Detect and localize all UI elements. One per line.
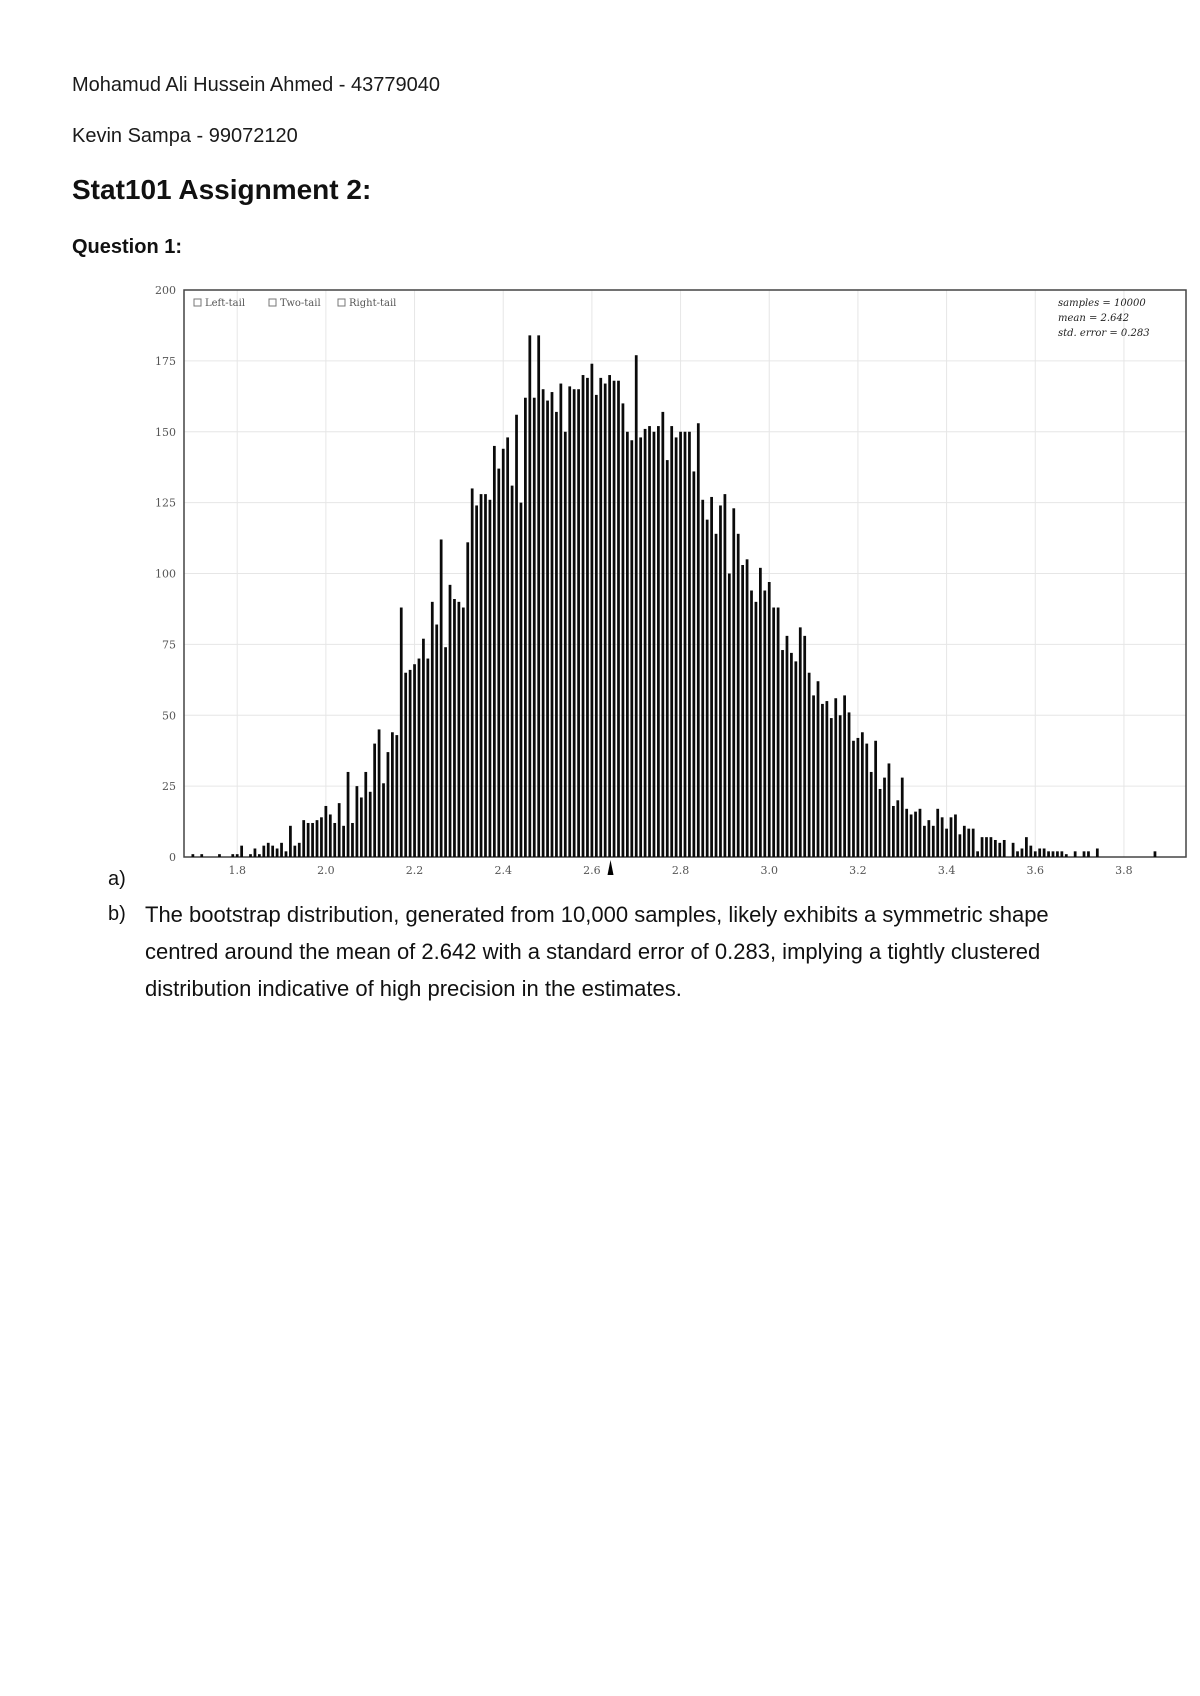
histogram-bar [240,846,243,857]
histogram-bar [546,401,549,857]
part-a-label: a) [108,868,126,890]
histogram-bar [316,820,319,857]
histogram-bar [542,389,545,857]
histogram-bar [896,800,899,857]
histogram-bar [564,432,567,857]
histogram-bar [959,834,962,857]
histogram-bar [1087,851,1090,857]
histogram-bar [267,843,270,857]
histogram-bar [444,647,447,857]
stats-line: samples = 10000 [1058,298,1146,309]
stats-line: mean = 2.642 [1058,313,1130,324]
histogram-bar [262,846,265,857]
histogram-bar [236,854,239,857]
histogram-bar [1034,851,1037,857]
histogram-bar [644,429,647,857]
histogram-bar [848,712,851,857]
histogram-bar [990,837,993,857]
histogram-bar [1056,851,1059,857]
histogram-bar [533,398,536,857]
histogram-bar [670,426,673,857]
histogram-bar [941,817,944,857]
histogram-bar [458,602,461,857]
histogram-bar [972,829,975,857]
histogram-bar [794,661,797,857]
histogram-bar [1038,848,1041,857]
histogram-bar [967,829,970,857]
histogram-bar [746,559,749,857]
histogram-bar [480,494,483,857]
histogram-bar [289,826,292,857]
histogram-bar [489,500,492,857]
histogram-bar [803,636,806,857]
histogram-bar [790,653,793,857]
histogram-bar [360,797,363,857]
histogram-bar [422,639,425,857]
histogram-bar [555,412,558,857]
histogram-bar [524,398,527,857]
histogram-bar [391,732,394,857]
legend [194,298,396,309]
page-title: Stat101 Assignment 2: [72,174,372,205]
histogram-bar [484,494,487,857]
histogram-bar [515,415,518,857]
histogram-bar [582,375,585,857]
x-tick-label: 1.8 [228,864,246,877]
legend-checkbox [338,299,345,306]
histogram-bar [1012,843,1015,857]
histogram-bar [923,826,926,857]
histogram-bar [834,698,837,857]
histogram-bar [577,389,580,857]
histogram-bar [874,741,877,857]
histogram-bar [551,392,554,857]
histogram-bar [684,432,687,857]
histogram-bar [617,381,620,857]
author-line-2: Kevin Sampa - 99072120 [72,125,298,147]
histogram-bar [329,814,332,857]
histogram-bar [626,432,629,857]
histogram-bar [254,848,257,857]
histogram-bar [826,701,829,857]
y-axis [155,286,176,864]
histogram-bar [1003,840,1006,857]
histogram-bar [528,335,531,857]
histogram-bar [817,681,820,857]
histogram-bar [857,738,860,857]
histogram-bar [520,503,523,857]
histogram-bar [502,449,505,857]
legend-label: Two-tail [280,298,321,309]
histogram-bar [249,854,252,857]
y-tick-label: 200 [155,286,176,297]
histogram-bar [777,608,780,857]
histogram-bar [1043,848,1046,857]
histogram-bar [919,809,922,857]
histogram-bar [910,814,913,857]
histogram-bar [706,520,709,857]
histogram-bar [493,446,496,857]
histogram-bar [364,772,367,857]
histogram-bar [307,823,310,857]
y-tick-label: 25 [162,780,176,794]
histogram-bar [298,843,301,857]
histogram-bar [750,591,753,857]
histogram-bar [293,846,296,857]
x-tick-label: 2.6 [583,864,601,877]
x-tick-label: 2.8 [671,864,690,877]
y-tick-label: 0 [169,851,176,864]
legend-checkbox [194,299,201,306]
histogram-bar [830,718,833,857]
histogram-bar [1060,851,1063,857]
histogram-bar [781,650,784,857]
bootstrap-histogram [150,286,1190,886]
x-tick-label: 3.0 [760,864,778,877]
histogram-bar [724,494,727,857]
histogram-bar [927,820,930,857]
histogram-bar [945,829,948,857]
x-tick-label: 3.2 [849,864,867,877]
x-tick-label: 2.0 [317,864,335,877]
histogram-bar [302,820,305,857]
x-tick-label: 3.8 [1115,864,1133,877]
histogram-bar [732,508,735,857]
histogram-bar [879,789,882,857]
histogram-bar [998,843,1001,857]
histogram-bar [338,803,341,857]
histogram-bar [861,732,864,857]
histogram-bar [191,854,194,857]
histogram-bar [418,659,421,857]
mean-marker [608,860,614,875]
histogram-bar [218,854,221,857]
histogram-bar [231,854,234,857]
histogram-bars [191,335,1156,857]
histogram-bar [559,384,562,857]
histogram-bar [409,670,412,857]
histogram-bar [985,837,988,857]
histogram-bar [1016,851,1019,857]
histogram-bar [883,778,886,857]
histogram-bar [497,469,500,857]
histogram-bar [595,395,598,857]
histogram-bar [901,778,904,857]
x-axis [228,864,1132,877]
histogram-bar [630,440,633,857]
histogram-bar [462,608,465,857]
histogram-bar [954,814,957,857]
x-tick-label: 3.4 [937,864,956,877]
histogram-bar [852,741,855,857]
histogram-bar [440,539,443,857]
histogram-bar [1029,846,1032,857]
histogram-bar [679,432,682,857]
histogram-bar [435,625,438,857]
histogram-bar [657,426,660,857]
histogram-bar [511,486,514,857]
histogram-bar [688,432,691,857]
histogram-bar [453,599,456,857]
y-tick-label: 125 [155,496,176,510]
histogram-bar [728,574,731,858]
histogram-bar [808,673,811,857]
histogram-bar [311,823,314,857]
histogram-bar [356,786,359,857]
histogram-bar [759,568,762,857]
histogram-bar [342,826,345,857]
y-tick-label: 100 [155,567,176,581]
histogram-bar [1083,851,1086,857]
histogram-bar [258,854,261,857]
histogram-bar [537,335,540,857]
histogram-bar [692,471,695,857]
histogram-bar [373,744,376,857]
histogram-bar [347,772,350,857]
histogram-bar [400,608,403,857]
x-tick-label: 2.4 [494,864,512,877]
author-line-1: Mohamud Ali Hussein Ahmed - 43779040 [72,74,441,96]
histogram-bar [888,763,891,857]
histogram-bar [369,792,372,857]
histogram-bar [431,602,434,857]
histogram-bar [635,355,638,857]
histogram-bar [382,783,385,857]
histogram-bar [661,412,664,857]
y-tick-label: 75 [162,638,176,652]
histogram-bar [404,673,407,857]
histogram-bar [471,488,474,857]
histogram-bar [936,809,939,857]
histogram-bar [280,843,283,857]
histogram-bar [608,375,611,857]
histogram-bar [821,704,824,857]
histogram-bar [378,729,381,857]
histogram-bar [1065,854,1068,857]
histogram-bar [200,854,203,857]
y-tick-label: 150 [155,425,176,439]
histogram-bar [285,851,288,857]
histogram-bar [976,851,979,857]
histogram-bar [639,437,642,857]
y-tick-label: 50 [162,709,176,723]
histogram-bar [892,806,895,857]
y-tick-label: 175 [155,354,176,368]
histogram-bar [604,384,607,857]
histogram-bar [1096,848,1099,857]
part-b-label: b) [108,903,126,925]
histogram-bar [772,608,775,857]
histogram-bar [981,837,984,857]
histogram-bar [395,735,398,857]
histogram-bar [475,505,478,857]
histogram-bar [276,848,279,857]
histogram-bar [653,432,656,857]
histogram-bar [573,389,576,857]
histogram-bar [613,381,616,857]
histogram-bar [449,585,452,857]
x-tick-label: 3.6 [1026,864,1045,877]
histogram-bar [599,378,602,857]
histogram-bar [715,534,718,857]
histogram-bar [586,378,589,857]
histogram-bar [786,636,789,857]
histogram-bar [839,715,842,857]
histogram-bar [333,823,336,857]
histogram-bar [701,500,704,857]
histogram-bar [1074,851,1077,857]
question-heading: Question 1: [72,236,183,258]
x-tick-label: 2.2 [405,864,424,877]
histogram-bar [413,664,416,857]
histogram-bar [737,534,740,857]
histogram-bar [320,817,323,857]
histogram-bar [932,826,935,857]
histogram-bar [799,627,802,857]
histogram-bar [506,437,509,857]
histogram-bar [719,505,722,857]
histogram-bar [387,752,390,857]
histogram-bar [568,386,571,857]
histogram-bar [466,542,469,857]
histogram-bar [763,591,766,857]
histogram-bar [591,364,594,857]
histogram-bar [271,846,274,857]
histogram-bar [710,497,713,857]
histogram-bar [622,403,625,857]
histogram-bar [675,437,678,857]
histogram-bar [1047,851,1050,857]
histogram-bar [426,659,429,857]
histogram-bar [325,806,328,857]
histogram-bar [950,817,953,857]
histogram-bar [755,602,758,857]
histogram-bar [914,812,917,857]
histogram-bar [1052,851,1055,857]
histogram-bar [351,823,354,857]
histogram-bar [812,695,815,857]
legend-label: Left-tail [205,298,246,309]
histogram-bar [843,695,846,857]
histogram-bar [1154,851,1157,857]
histogram-bar [1025,837,1028,857]
histogram-bar [648,426,651,857]
legend-label: Right-tail [349,298,397,309]
histogram-bar [865,744,868,857]
stats-line: std. error = 0.283 [1058,328,1150,339]
part-b-answer: The bootstrap distribution, generated from 10,000 samples, likely exhibits a symmetric shape centred around the mean of 2.642 with a standard error of 0.283, implying a tightly clustered distribution indicative of high precision in the estimates. [145,902,1049,1001]
histogram-bar [1021,848,1024,857]
histogram-bar [905,809,908,857]
stats-box [1058,298,1150,339]
histogram-bar [870,772,873,857]
histogram-bar [768,582,771,857]
histogram-bar [697,423,700,857]
legend-checkbox [269,299,276,306]
histogram-bar [741,565,744,857]
histogram-bar [963,826,966,857]
histogram-bar [994,840,997,857]
histogram-bar [666,460,669,857]
